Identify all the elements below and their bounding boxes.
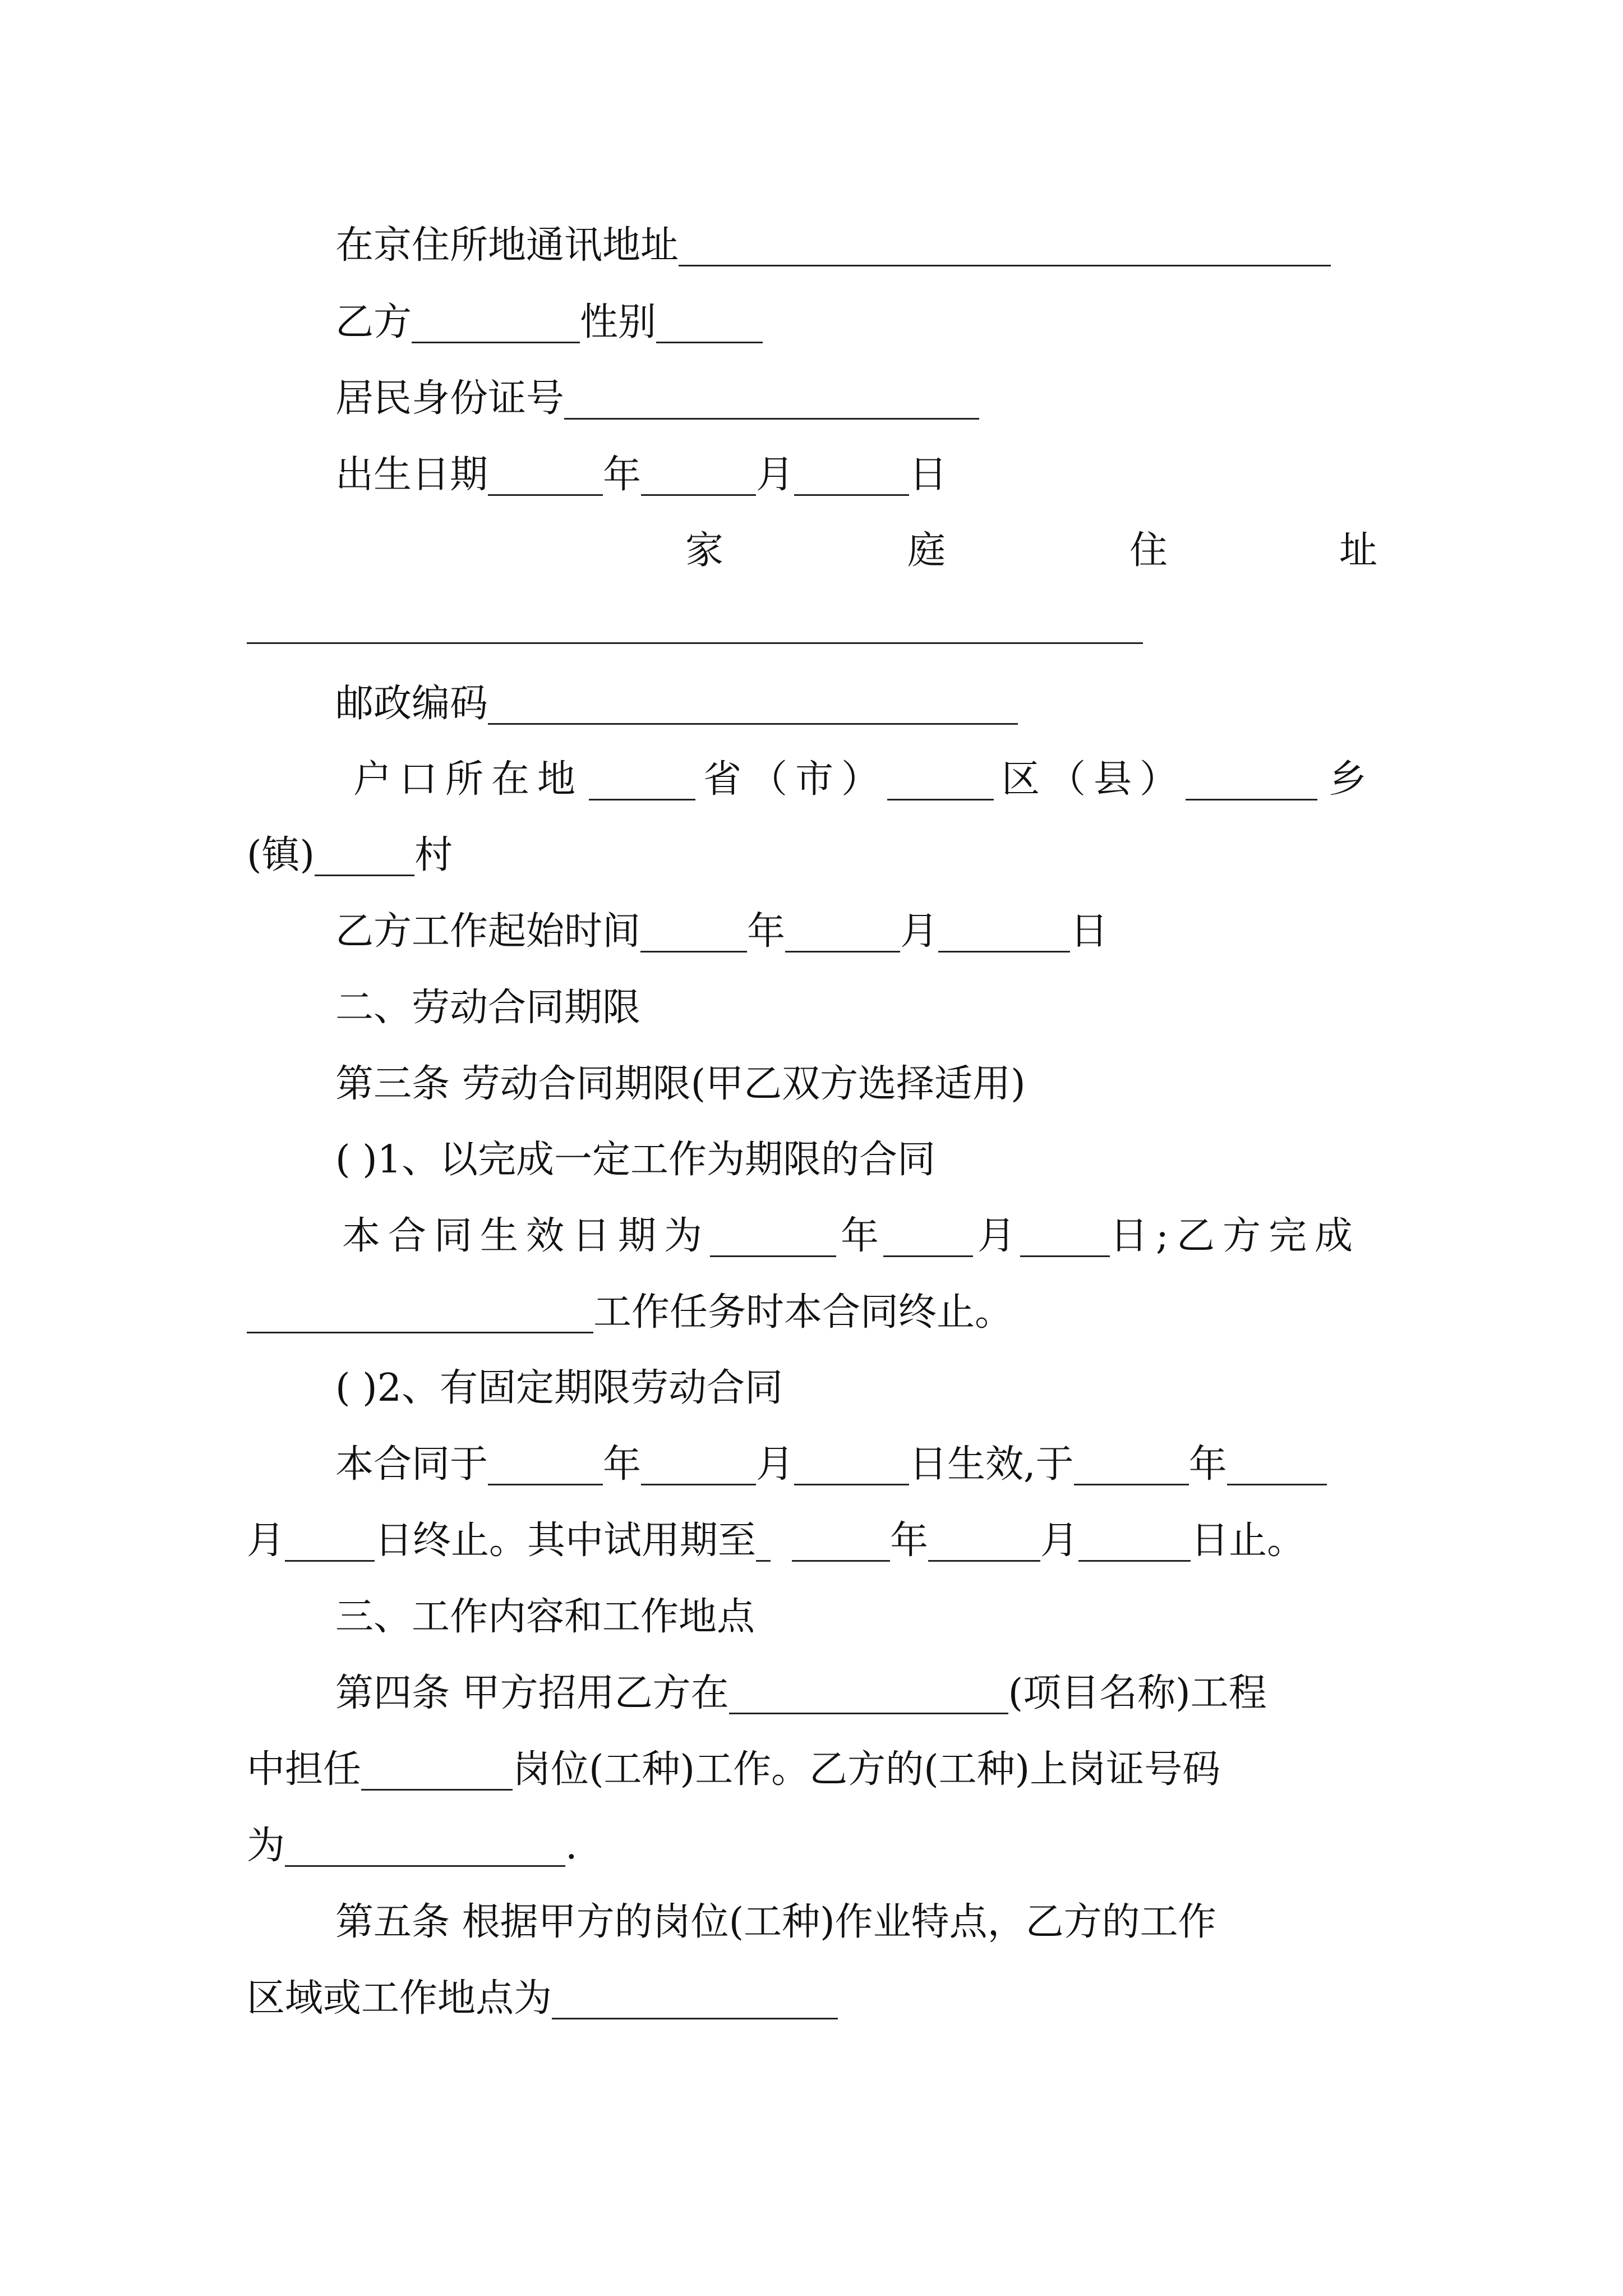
home-address-blank[interactable] bbox=[247, 642, 1143, 644]
contract-end-year-blank[interactable] bbox=[1074, 1442, 1189, 1485]
probation-year-label: 年 bbox=[890, 1519, 929, 1563]
effective-day-label: 日;乙方完成 bbox=[1110, 1214, 1361, 1258]
position-lead: 中担任 bbox=[247, 1747, 362, 1792]
id-number-label: 居民身份证号 bbox=[335, 376, 565, 421]
option-1-line bbox=[335, 1129, 935, 1191]
beijing-address-label: 在京住所地通讯地址 bbox=[335, 223, 679, 268]
effective-year-blank[interactable] bbox=[710, 1214, 836, 1257]
contract-start-month-label: 月 bbox=[756, 1442, 795, 1487]
gender-label: 性别 bbox=[580, 300, 657, 344]
contract-end-year-label: 年 bbox=[1188, 1442, 1227, 1487]
effective-date-line bbox=[342, 1205, 1361, 1267]
town-label: (镇) bbox=[247, 833, 315, 877]
task-completion-text: 工作任务时本合同终止。 bbox=[593, 1290, 1013, 1335]
work-start-label: 乙方工作起始时间 bbox=[335, 909, 641, 954]
work-location-blank[interactable] bbox=[552, 1976, 838, 2019]
household-registration-label: 户口所在地 bbox=[353, 757, 584, 802]
task-completion-line bbox=[247, 1282, 1013, 1343]
position-text: 岗位(工种)工作。乙方的(工种)上岗证号码 bbox=[513, 1747, 1221, 1792]
probation-day-blank[interactable] bbox=[1078, 1519, 1191, 1562]
beijing-address-line bbox=[335, 215, 1331, 277]
day-label: 日 bbox=[909, 453, 948, 497]
party-b-label: 乙方 bbox=[335, 300, 412, 344]
district-label: 区（县） bbox=[1002, 757, 1186, 802]
contract-end-day-blank[interactable] bbox=[285, 1519, 375, 1562]
article-4-line bbox=[335, 1663, 1267, 1724]
contract-start-month-blank[interactable] bbox=[641, 1442, 756, 1485]
province-label: 省（市） bbox=[703, 757, 888, 802]
contract-start-day-blank[interactable] bbox=[794, 1442, 909, 1485]
contract-term-line bbox=[335, 1434, 1327, 1496]
contract-start-day-label: 日生效,于 bbox=[909, 1442, 1074, 1487]
certificate-lead: 为 bbox=[247, 1824, 285, 1868]
article-4-text: 第四条 甲方招用乙方在 bbox=[335, 1671, 729, 1715]
effective-month-blank[interactable] bbox=[883, 1214, 973, 1257]
work-start-year-blank[interactable] bbox=[640, 909, 747, 953]
work-start-month-label: 月 bbox=[900, 909, 939, 954]
article-3-text: 第三条 劳动合同期限(甲乙双方选择适用) bbox=[335, 1062, 1026, 1106]
home-address-char-2: 庭 bbox=[907, 528, 946, 573]
effective-day-blank[interactable] bbox=[1020, 1214, 1110, 1257]
month-label: 月 bbox=[756, 453, 795, 497]
effective-date-label: 本合同生效日期为 bbox=[342, 1214, 711, 1258]
township-label: 乡 bbox=[1329, 757, 1367, 802]
probation-day-label: 日止。 bbox=[1191, 1519, 1306, 1563]
home-address-char-1: 家 bbox=[685, 528, 724, 573]
probation-month-blank[interactable] bbox=[928, 1519, 1040, 1562]
party-b-name-blank[interactable] bbox=[412, 300, 580, 343]
section-3-heading: 三、工作内容和工作地点 bbox=[335, 1595, 755, 1639]
position-line bbox=[247, 1739, 1220, 1801]
household-registration-line bbox=[353, 749, 1367, 811]
year-label: 年 bbox=[603, 453, 642, 497]
section-2-heading: 二、劳动合同期限 bbox=[335, 986, 641, 1030]
province-blank[interactable] bbox=[589, 757, 695, 800]
party-b-line bbox=[335, 292, 763, 353]
village-label: 村 bbox=[414, 833, 453, 877]
birth-day-blank[interactable] bbox=[794, 453, 909, 496]
work-start-year-label: 年 bbox=[747, 909, 786, 954]
district-blank[interactable] bbox=[887, 757, 994, 800]
article-5-text: 第五条 根据甲方的岗位(工种)作业特点，乙方的工作 bbox=[335, 1900, 1216, 1944]
project-name-label: (项目名称)工程 bbox=[1008, 1671, 1267, 1715]
work-start-day-blank[interactable] bbox=[938, 909, 1070, 953]
position-blank[interactable] bbox=[361, 1747, 513, 1791]
birth-date-label: 出生日期 bbox=[335, 453, 488, 497]
work-start-line bbox=[335, 901, 1108, 963]
task-blank[interactable] bbox=[247, 1290, 593, 1333]
certificate-period: . bbox=[565, 1824, 578, 1868]
option-1-text: ( )1、以完成一定工作为期限的合同 bbox=[335, 1138, 935, 1182]
home-address-char-3: 住 bbox=[1129, 528, 1168, 573]
town-village-line bbox=[247, 825, 453, 886]
contract-start-year-label: 年 bbox=[603, 1442, 642, 1487]
contract-from-label: 本合同于 bbox=[335, 1442, 488, 1487]
postal-code-line bbox=[335, 673, 1018, 735]
work-location-line bbox=[247, 1968, 838, 2030]
contract-end-month-label: 月 bbox=[247, 1519, 285, 1563]
probation-year-blank[interactable] bbox=[792, 1519, 890, 1562]
id-number-line bbox=[335, 368, 979, 430]
id-number-blank[interactable] bbox=[564, 376, 979, 420]
section-heading bbox=[335, 977, 640, 1039]
section-3-line bbox=[335, 1586, 755, 1648]
birth-date-line bbox=[335, 444, 947, 506]
contract-start-year-blank[interactable] bbox=[488, 1442, 603, 1485]
effective-year-label: 年 bbox=[841, 1214, 879, 1258]
beijing-address-blank[interactable] bbox=[679, 223, 1331, 266]
project-name-blank[interactable] bbox=[729, 1671, 1008, 1714]
probation-month-label: 月 bbox=[1040, 1519, 1079, 1563]
contract-end-month-blank[interactable] bbox=[1227, 1442, 1327, 1485]
certificate-number-blank[interactable] bbox=[285, 1824, 565, 1867]
probation-label: 日终止。其中试用期至 bbox=[375, 1519, 757, 1563]
effective-month-label: 月 bbox=[978, 1214, 1016, 1258]
probation-lead-blank[interactable] bbox=[756, 1519, 771, 1562]
township-blank[interactable] bbox=[1186, 757, 1317, 800]
home-address-char-4: 址 bbox=[1339, 528, 1378, 573]
postal-code-blank[interactable] bbox=[488, 682, 1018, 725]
village-blank[interactable] bbox=[315, 833, 414, 876]
work-location-label: 区域或工作地点为 bbox=[247, 1976, 552, 2021]
work-start-month-blank[interactable] bbox=[785, 909, 900, 953]
option-2-line bbox=[335, 1358, 783, 1419]
article-3-line bbox=[335, 1053, 1026, 1115]
work-start-day-label: 日 bbox=[1070, 909, 1109, 954]
postal-code-label: 邮政编码 bbox=[335, 682, 488, 726]
birth-year-blank[interactable] bbox=[488, 453, 603, 496]
article-5-line bbox=[335, 1892, 1216, 1953]
option-2-text: ( )2、有固定期限劳动合同 bbox=[335, 1366, 783, 1410]
gender-blank[interactable] bbox=[656, 300, 763, 343]
certificate-number-line bbox=[247, 1815, 578, 1877]
probation-line bbox=[247, 1510, 1305, 1572]
birth-month-blank[interactable] bbox=[641, 453, 756, 496]
